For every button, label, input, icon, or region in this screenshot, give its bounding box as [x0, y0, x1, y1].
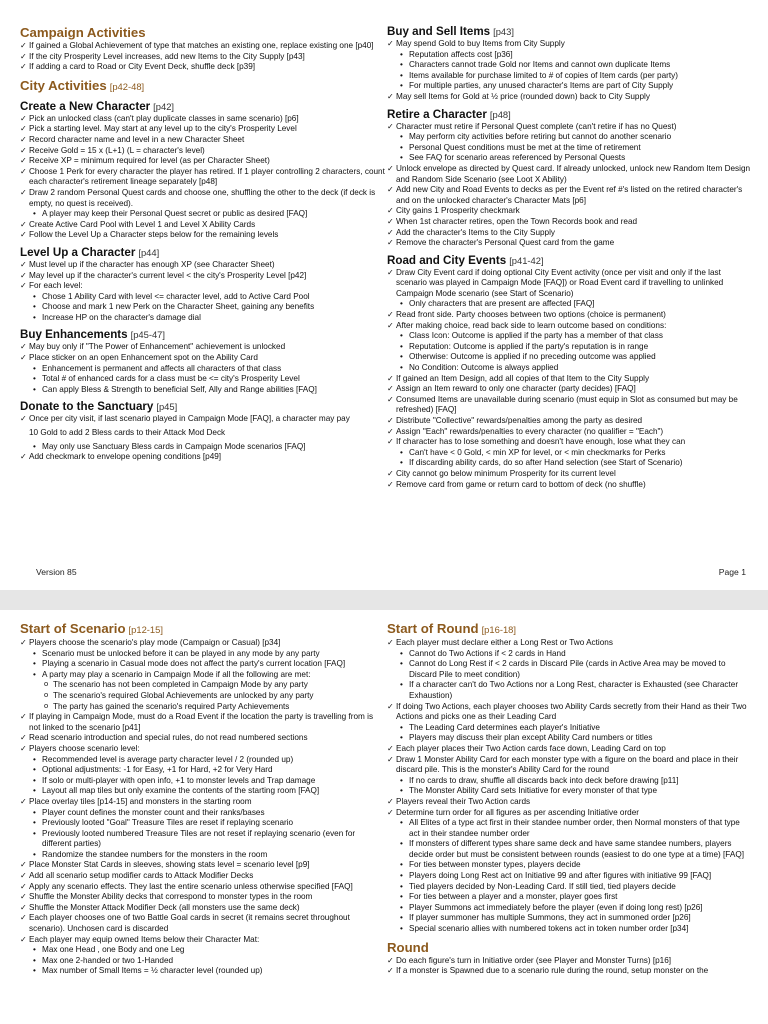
checklist-item: ✓ When 1st character retires, open the Town Records book and read [387, 217, 752, 228]
bullet-item: • If solo or multi-player with open info, +1 to monster levels and Trap damage [20, 776, 385, 787]
section-heading [20, 24, 385, 41]
page-reference: [p42-48] [109, 80, 145, 92]
checklist-item: ✓ Record character name and level in a new Character Sheet [20, 135, 385, 146]
checklist-item: ✓ If adding a card to Road or City Event Deck, shuffle deck [p39] [20, 62, 385, 73]
checklist-item: ✓ Add new City and Road Events to decks as per the Event ref #'s listed on the retired character's and on the unlocked character's Character Mats [p6] [387, 185, 752, 206]
rule-list [20, 114, 385, 241]
section-start-of-round [387, 620, 752, 935]
checklist-item: ✓ Unlock envelope as directed by Quest card. If already unlocked, unlock new Random Item Design and Random Side Scenario (see Loot X Ability) [387, 164, 752, 185]
bullet-item: • Player Summons act immediately before the player (even if doing long rest) [p26] [387, 903, 752, 914]
footer-page-number: Page 1 [718, 567, 746, 577]
checklist-item: ✓ If gained an Item Design, add all copies of that Item to the City Supply [387, 374, 752, 385]
section-road-and-city-events [387, 253, 752, 490]
bullet-item: • Previously looted "Goal" Treasure Tiles are reset if replaying scenario [20, 818, 385, 829]
sub-sub-item: o The party has gained the scenario's required Party Achievements [20, 702, 385, 713]
bullet-item: • May perform city activities before retiring but cannot do another scenario [387, 132, 752, 143]
section-heading [387, 939, 752, 956]
checklist-item: ✓ Assign an Item reward to only one character (party decides) [FAQ] [387, 384, 752, 395]
section-heading [20, 99, 385, 114]
checklist-item: ✓ Players reveal their Two Action cards [387, 797, 752, 808]
checklist-item: ✓ Draw 2 random Personal Quest cards and choose one, shuffling the other to the deck (if deck is empty, no quest is received). [20, 188, 385, 209]
section-buy-enhancements [20, 327, 385, 395]
bullet-item: • Players doing Long Rest act on Initiative 99 and after figures with initiative 99 [FAQ] [387, 871, 752, 882]
bullet-item: • Only characters that are present are affected [FAQ] [387, 299, 752, 310]
checklist-item: ✓ Players choose the scenario's play mode (Campaign or Casual) [p34] [20, 638, 385, 649]
bullet-item: 10 Gold to add 2 Bless cards to their Attack Mod Deck [29, 428, 226, 438]
checklist-item: ✓ If doing Two Actions, each player chooses two Ability Cards secretly from their Hand as their Two Actions and picks one as their Leading Card [387, 702, 752, 723]
rule-list [387, 638, 752, 935]
page-reference: [p48] [489, 108, 511, 120]
bullet-item: • No Condition: Outcome is always applied [387, 363, 752, 374]
checklist-item: ✓ Consumed Items are unavailable during scenario (must equip in Slot as consumed but may be refreshed) [FAQ] [387, 395, 752, 416]
bullet-item: • Choose and mark 1 new Perk on the Character Sheet, gaining any benefits [20, 302, 385, 313]
page2-left-column [20, 616, 385, 977]
checklist-item: ✓ Do each figure's turn in Initiative order (see Player and Monster Turns) [p16] [387, 956, 752, 967]
rule-list [20, 41, 385, 73]
bullet-item: • Reputation: Outcome is applied if the party's reputation is in range [387, 342, 752, 353]
section-title: Road and City Events [387, 253, 507, 267]
section-title: Buy Enhancements [20, 328, 128, 342]
bullet-item: • Players may discuss their plan except Ability Card numbers or titles [387, 733, 752, 744]
bullet-item: • Can apply Bless & Strength to beneficial Self, Ally and Range abilities [FAQ] [20, 385, 385, 396]
section-heading [387, 253, 752, 268]
checklist-item: ✓ If playing in Campaign Mode, must do a Road Event if the location the party is travelling from is not linked to the scenario [p41] [20, 712, 385, 733]
checklist-item: ✓ For each level: [20, 281, 385, 292]
bullet-item: • If a character can't do Two Actions nor a Long Rest, character is Exhausted (see Character Exhaustion) [387, 680, 752, 701]
bullet-item: • Reputation affects cost [p36] [387, 50, 752, 61]
bullet-item: • Max one Head , one Body and one Leg [20, 945, 385, 956]
bullet-item: • Special scenario allies with numbered tokens act in token number order [p34] [387, 924, 752, 935]
page-2 [0, 610, 768, 1024]
page-reference: [p43] [493, 26, 514, 37]
rule-list [20, 342, 385, 395]
section-heading [20, 620, 385, 638]
page-reference: [p45] [156, 401, 178, 413]
page2-right-column [387, 616, 752, 977]
checklist-item: ✓ Pick an unlocked class (can't play duplicate classes in same scenario) [p6] [20, 114, 385, 125]
page-reference: [p12-15] [128, 624, 163, 635]
bullet-item: • Total # of enhanced cards for a class must be <= city's Prosperity Level [20, 374, 385, 385]
section-heading [20, 399, 385, 414]
checklist-item: ✓ City gains 1 Prosperity checkmark [387, 206, 752, 217]
checklist-item: ✓ Draw 1 Monster Ability Card for each monster type with a figure on the board and place in their discard pile. This is the monster's Ability Card for the round [387, 755, 752, 776]
bullet-item: • If player summoner has multiple Summons, they act in summoned order [p26] [387, 913, 752, 924]
bullet-item: • Playing a scenario in Casual mode does not affect the party's current location [FAQ] [20, 659, 385, 670]
bullet-item: • Layout all map tiles but only examine the contents of the starting room [FAQ] [20, 786, 385, 797]
bullet-item: • For multiple parties, any unused character's Items are part of City Supply [387, 81, 752, 92]
section-title: Start of Scenario [20, 621, 126, 636]
section-donate-to-the-sanctuary [20, 399, 385, 462]
bullet-item: • Recommended level is average party character level / 2 (rounded up) [20, 755, 385, 766]
checklist-item: ✓ After making choice, read back side to learn outcome based on conditions: [387, 321, 752, 332]
checklist-item: ✓ Each player may equip owned Items below their Character Mat: [20, 935, 385, 946]
checklist-item: ✓ Choose 1 Perk for every character the player has retired. If 1 player controlling 2 characters, count each character's retirement lineage separately [p48] [20, 167, 385, 188]
section-title: Start of Round [387, 621, 479, 636]
section-heading [387, 107, 752, 122]
rule-list [387, 956, 752, 977]
bullet-item: • The Leading Card determines each player's Initiative [387, 723, 752, 734]
bullet-item: • Max one 2-handed or two 1-Handed [20, 956, 385, 967]
checklist-item: ✓ Distribute "Collective" rewards/penalties among the party as desired [387, 416, 752, 427]
checklist-item: ✓ Determine turn order for all figures as per ascending Initiative order [387, 808, 752, 819]
checklist-item: ✓ Apply any scenario effects. They last the entire scenario unless otherwise specified [FAQ] [20, 882, 385, 893]
bullet-item: • Optional adjustments: -1 for Easy, +1 for Hard, +2 for Very Hard [20, 765, 385, 776]
checklist-item: ✓ Draw City Event card if doing optional City Event activity (once per visit and only if the last scenario was played in Campaign Mode [FAQ]) or Road Event card if travelling to unlinked Campaign Mode scenario (see Start of Scenario) [387, 268, 752, 300]
bullet-item: • A party may play a scenario in Campaign Mode if all the following are met: [20, 670, 385, 681]
checklist-item: ✓ Receive Gold = 15 x (L+1) (L = character's level) [20, 146, 385, 157]
checklist-item: ✓ Add checkmark to envelope opening conditions [p49] [20, 452, 385, 463]
section-title: Create a New Character [20, 99, 151, 113]
section-level-up-a-character [20, 245, 385, 324]
checklist-item: ✓ Place overlay tiles [p14-15] and monsters in the starting room [20, 797, 385, 808]
bullet-item: • May only use Sanctuary Bless cards in Campaign Mode scenarios [FAQ] [20, 442, 385, 453]
checklist-item: ✓ If the city Prosperity Level increases, add new Items to the City Supply [p43] [20, 52, 385, 63]
bullet-item: • Max number of Small Items = ½ character level (rounded up) [20, 966, 385, 977]
checklist-item: ✓ Assign "Each" rewards/penalties to every character (no qualifier = "Each") [387, 427, 752, 438]
checklist-item: ✓ Receive XP = minimum required for level (as per Character Sheet) [20, 156, 385, 167]
checklist-item: ✓ May spend Gold to buy Items from City Supply [387, 39, 752, 50]
page-reference: [p41-42] [509, 254, 544, 266]
checklist-item: ✓ Read front side. Party chooses between two options (choice is permanent) [387, 310, 752, 321]
bullet-item: • Scenario must be unlocked before it can be played in any mode by any party [20, 649, 385, 660]
bullet-item: • Chose 1 Ability Card with level <= character level, add to Active Card Pool [20, 292, 385, 303]
rule-list [387, 122, 752, 249]
bullet-item: • All Elites of a type act first in their standee number order, then Normal monsters of that type act in their standee number order [387, 818, 752, 839]
page-reference: [p16-18] [481, 624, 516, 635]
rule-list [20, 638, 385, 977]
bullet-item: • Characters cannot trade Gold nor Items and cannot own duplicate Items [387, 60, 752, 71]
page1-left-column [20, 20, 385, 463]
section-title: Buy and Sell Items [387, 25, 491, 38]
rule-list [387, 39, 752, 103]
checklist-item: ✓ Place Monster Stat Cards in sleeves, showing stats level = scenario level [p9] [20, 860, 385, 871]
checklist-item: ✓ Shuffle the Monster Attack Modifier Deck (all monsters use the same deck) [20, 903, 385, 914]
checklist-item: ✓ If a monster is Spawned due to a scenario rule during the round, setup monster on the [387, 966, 752, 977]
checklist-item: ✓ Add the character's Items to the City Supply [387, 228, 752, 239]
checklist-item: ✓ Add all scenario setup modifier cards to Attack Modifier Decks [20, 871, 385, 882]
page-reference: [p45-47] [130, 329, 165, 341]
section-buy-and-sell-items [387, 24, 752, 103]
section-heading [387, 24, 752, 39]
section-start-of-scenario [20, 620, 385, 977]
section-title: Round [387, 939, 429, 955]
section-create-a-new-character [20, 99, 385, 241]
bullet-item: • If no cards to draw, shuffle all discards back into deck before drawing [p11] [387, 776, 752, 787]
bullet-item: • Enhancement is permanent and affects all characters of that class [20, 364, 385, 375]
checklist-item: ✓ May buy only if "The Power of Enhancement" achievement is unlocked [20, 342, 385, 353]
section-title: Donate to the Sanctuary [20, 400, 154, 414]
bullet-item: • The Monster Ability Card sets Initiative for every monster of that type [387, 786, 752, 797]
checklist-item: ✓ Remove card from game or return card to bottom of deck (no shuffle) [387, 480, 752, 491]
checklist-item: ✓ Shuffle the Monster Ability decks that correspond to monster types in the room [20, 892, 385, 903]
checklist-item: ✓ Each player places their Two Action cards face down, Leading Card on top [387, 744, 752, 755]
checklist-item: ✓ Place sticker on an open Enhancement spot on the Ability Card [20, 353, 385, 364]
bullet-item: • Previously looted numbered Treasure Tiles are not reset if replaying scenario (even for different parties) [20, 829, 385, 850]
bullet-item: • See FAQ for scenario areas referenced by Personal Quests [387, 153, 752, 164]
section-round [387, 939, 752, 977]
bullet-item: • Randomize the standee numbers for the monsters in the room [20, 850, 385, 861]
bullet-item: • Cannot do Long Rest if < 2 cards in Discard Pile (cards in Active Area may be moved to Discard Pile to meet condition) [387, 659, 752, 680]
rule-list [387, 268, 752, 490]
bullet-item: • Tied players decided by Non-Leading Card. If still tied, tied players decide [387, 882, 752, 893]
section-heading [20, 77, 385, 95]
checklist-item: ✓ Create Active Card Pool with Level 1 and Level X Ability Cards [20, 220, 385, 231]
section-heading [20, 245, 385, 260]
rule-list [20, 414, 385, 462]
bullet-item: • For ties between monster types, players decide [387, 860, 752, 871]
page-reference: [p44] [138, 246, 160, 258]
bullet-item: • Cannot do Two Actions if < 2 cards in Hand [387, 649, 752, 660]
bullet-item: • Personal Quest conditions must be met at the time of retirement [387, 143, 752, 154]
sub-sub-item: o The scenario's required Global Achievements are unlocked by any party [20, 691, 385, 702]
checklist-item: ✓ Must level up if the character has enough XP (see Character Sheet) [20, 260, 385, 271]
checklist-item: ✓ Players choose scenario level: [20, 744, 385, 755]
section-retire-a-character [387, 107, 752, 249]
checklist-item: ✓ Remove the character's Personal Quest card from the game [387, 238, 752, 249]
page-reference: [p42] [153, 100, 175, 112]
section-title: City Activities [20, 77, 107, 93]
checklist-item: ✓ Once per city visit, if last scenario played in Campaign Mode [FAQ], a character may pay [20, 414, 385, 425]
section-title: Level Up a Character [20, 245, 136, 259]
section-title: Campaign Activities [20, 25, 146, 40]
checklist-item: ✓ If character has to lose something and doesn't have enough, lose what they can [387, 437, 752, 448]
checklist-item: ✓ If gained a Global Achievement of type that matches an existing one, replace existing one [p40] [20, 41, 385, 52]
bullet-item: • Class Icon: Outcome is applied if the party has a member of that class [387, 331, 752, 342]
checklist-item: ✓ Each player chooses one of two Battle Goal cards in secret (it remains secret throughout scenario). Unchosen card is discarded [20, 913, 385, 934]
bullet-item: • If discarding ability cards, do so after Hand selection (see Start of Scenario) [387, 458, 752, 469]
bullet-item: • Increase HP on the character's damage dial [20, 313, 385, 324]
section-title: Retire a Character [387, 107, 487, 121]
bullet-item: • Items available for purchase limited to # of copies of Item cards (per party) [387, 71, 752, 82]
bullet-item: • Otherwise: Outcome is applied if no preceding outcome was applied [387, 352, 752, 363]
bullet-item: • If monsters of different types share same deck and have same standee numbers, players decide order but must be consistent between rounds (easiest to do one type at a time) [FAQ] [387, 839, 752, 860]
checklist-item: ✓ Follow the Level Up a Character steps below for the remaining levels [20, 230, 385, 241]
checklist-item: ✓ May level up if the character's current level < the city's Prosperity Level [p42] [20, 271, 385, 282]
checklist-item: ✓ May sell Items for Gold at ½ price (rounded down) back to City Supply [387, 92, 752, 103]
checklist-item: ✓ City cannot go below minimum Prosperity for its current level [387, 469, 752, 480]
section-campaign-activities [20, 24, 385, 73]
checklist-item: ✓ Character must retire if Personal Quest complete (can't retire if has no Quest) [387, 122, 752, 133]
page1-right-column [387, 20, 752, 490]
bullet-item: • For ties between a player and a monster, player goes first [387, 892, 752, 903]
bullet-item: • A player may keep their Personal Quest secret or public as desired [FAQ] [20, 209, 385, 220]
footer-version: Version 85 [36, 567, 77, 577]
sub-sub-item: o The scenario has not been completed in Campaign Mode by any party [20, 680, 385, 691]
bullet-item: • Player count defines the monster count and their ranks/bases [20, 808, 385, 819]
rule-list [20, 260, 385, 324]
checklist-item: ✓ Pick a starting level. May start at any level up to the city's Prosperity Level [20, 124, 385, 135]
bullet-item: • Can't have < 0 Gold, < min XP for level, or < min checkmarks for Perks [387, 448, 752, 459]
checklist-item: ✓ Each player must declare either a Long Rest or Two Actions [387, 638, 752, 649]
section-city-activities [20, 77, 385, 95]
page-separator [0, 590, 768, 610]
checklist-item: ✓ Read scenario introduction and special rules, do not read numbered sections [20, 733, 385, 744]
section-heading [387, 620, 752, 638]
section-heading [20, 327, 385, 342]
